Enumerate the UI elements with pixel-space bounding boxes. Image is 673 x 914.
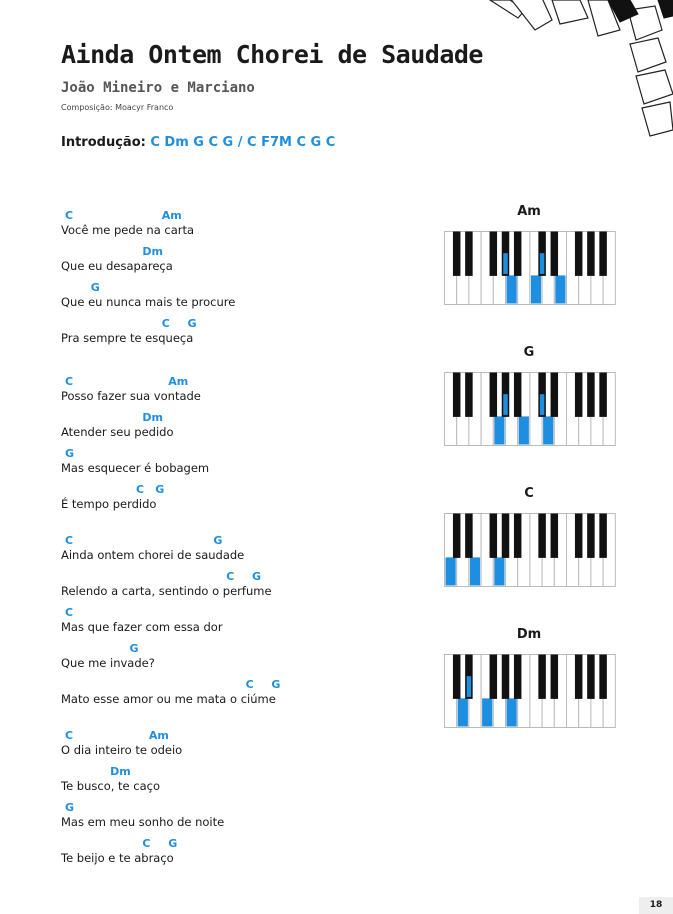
piano-keyboard-diagram	[444, 231, 616, 305]
lyric-line: Que eu desapareça	[61, 259, 173, 273]
highlighted-white-key	[543, 416, 553, 444]
black-key	[490, 373, 498, 417]
chord-label: Am	[148, 729, 169, 742]
black-key	[587, 373, 595, 417]
black-key	[587, 232, 595, 276]
lyric-line: Relendo a carta, sentindo o perfume	[61, 584, 272, 598]
piano-keyboard-diagram	[444, 654, 616, 728]
lyric-line: Te busco, te caço	[61, 779, 161, 793]
black-key	[538, 514, 546, 558]
chord-label: G	[65, 447, 75, 460]
highlighted-white-key	[458, 698, 468, 726]
diagram-chord-name: C	[524, 486, 534, 501]
black-key	[514, 373, 522, 417]
lyric-line: Ainda ontem chorei de saudade	[61, 548, 245, 562]
chord-label: G	[213, 534, 223, 547]
lyric-line: Te beijo e te abraço	[61, 851, 174, 865]
chord-label: C	[65, 729, 74, 742]
lyric-line: Mas que fazer com essa dor	[61, 620, 223, 634]
chord-label: C	[135, 483, 145, 496]
intro-chords: C Dm G C G / C F7M C G C	[150, 135, 336, 150]
black-key	[453, 373, 461, 417]
lyric-line: Mas esquecer é bobagem	[61, 461, 210, 475]
black-key	[551, 514, 559, 558]
black-key	[490, 514, 498, 558]
chord-label: C	[161, 317, 170, 330]
chord-label: Dm	[142, 411, 163, 424]
highlighted-white-key	[494, 416, 504, 444]
lyric-line: Pra sempre te esqueça	[61, 331, 194, 345]
black-key	[551, 232, 559, 276]
black-key	[538, 655, 546, 699]
black-key	[502, 655, 510, 699]
diagram-chord-name: G	[523, 345, 535, 360]
black-key	[551, 655, 559, 699]
chord-label: G	[129, 642, 139, 655]
highlighted-white-key	[531, 275, 541, 303]
black-key	[514, 514, 522, 558]
highlighted-white-key	[470, 557, 480, 585]
lyric-line: Posso fazer sua vontade	[61, 389, 201, 403]
piano-keyboard-diagram	[444, 372, 616, 446]
chord-label: G	[90, 281, 100, 294]
piano-keyboard-diagram	[444, 513, 616, 587]
chord-label: C	[65, 209, 74, 222]
black-key	[575, 514, 583, 558]
page-number: 18	[639, 897, 673, 914]
highlighted-black-key	[467, 676, 472, 697]
intro-label: Introdução:	[61, 135, 146, 150]
black-key	[490, 655, 498, 699]
chord-label: Am	[161, 209, 182, 222]
lyric-line: Que eu nunca mais te procure	[61, 295, 236, 309]
black-key	[599, 655, 607, 699]
diagram-chord-name: Am	[517, 204, 541, 219]
black-key	[514, 655, 522, 699]
black-key	[502, 514, 510, 558]
intro-line	[61, 135, 335, 150]
black-key	[465, 373, 473, 417]
chord-label: G	[187, 317, 197, 330]
highlighted-black-key	[540, 253, 545, 274]
highlighted-white-key	[519, 416, 529, 444]
highlighted-white-key	[446, 557, 456, 585]
black-key	[599, 514, 607, 558]
chord-label: C	[142, 837, 151, 850]
song-composer: Composição: Moacyr Franco	[61, 103, 174, 112]
black-key	[599, 232, 607, 276]
black-key	[587, 514, 595, 558]
piano-keys-decoration	[480, 0, 673, 140]
lyric-line: É tempo perdido	[61, 497, 157, 511]
chord-label: Dm	[142, 245, 163, 258]
highlighted-white-key	[507, 275, 517, 303]
lyric-line: Atender seu pedido	[61, 425, 174, 439]
black-key	[465, 514, 473, 558]
chord-label: G	[155, 483, 165, 496]
lyric-line: Mato esse amor ou me mata o ciúme	[61, 692, 276, 706]
highlighted-white-key	[482, 698, 492, 726]
black-key	[551, 373, 559, 417]
black-key	[575, 373, 583, 417]
black-key	[599, 373, 607, 417]
chord-label: C	[226, 570, 235, 583]
song-artist: João Mineiro e Marciano	[61, 80, 255, 96]
highlighted-black-key	[503, 253, 508, 274]
highlighted-black-key	[503, 394, 508, 415]
black-key	[575, 655, 583, 699]
chord-label: G	[252, 570, 262, 583]
black-key	[490, 232, 498, 276]
black-key	[453, 232, 461, 276]
highlighted-white-key	[555, 275, 565, 303]
lyric-line: O dia inteiro te odeio	[61, 743, 183, 757]
black-key	[453, 655, 461, 699]
chord-label: C	[245, 678, 254, 691]
highlighted-white-key	[494, 557, 504, 585]
chord-label: C	[65, 375, 74, 388]
chord-label: G	[168, 837, 178, 850]
black-key	[465, 232, 473, 276]
chord-label: G	[65, 801, 75, 814]
lyric-line: Você me pede na carta	[61, 223, 195, 237]
highlighted-black-key	[540, 394, 545, 415]
chord-label: Dm	[110, 765, 131, 778]
song-title: Ainda Ontem Chorei de Saudade	[61, 40, 483, 69]
black-key	[514, 232, 522, 276]
black-key	[453, 514, 461, 558]
chord-label: C	[65, 606, 74, 619]
chord-label: G	[271, 678, 281, 691]
lyric-line: Mas em meu sonho de noite	[61, 815, 225, 829]
black-key	[575, 232, 583, 276]
highlighted-white-key	[507, 698, 517, 726]
chord-label: C	[65, 534, 74, 547]
lyric-line: Que me invade?	[61, 656, 155, 670]
chord-label: Am	[168, 375, 189, 388]
black-key	[587, 655, 595, 699]
diagram-chord-name: Dm	[516, 627, 542, 642]
